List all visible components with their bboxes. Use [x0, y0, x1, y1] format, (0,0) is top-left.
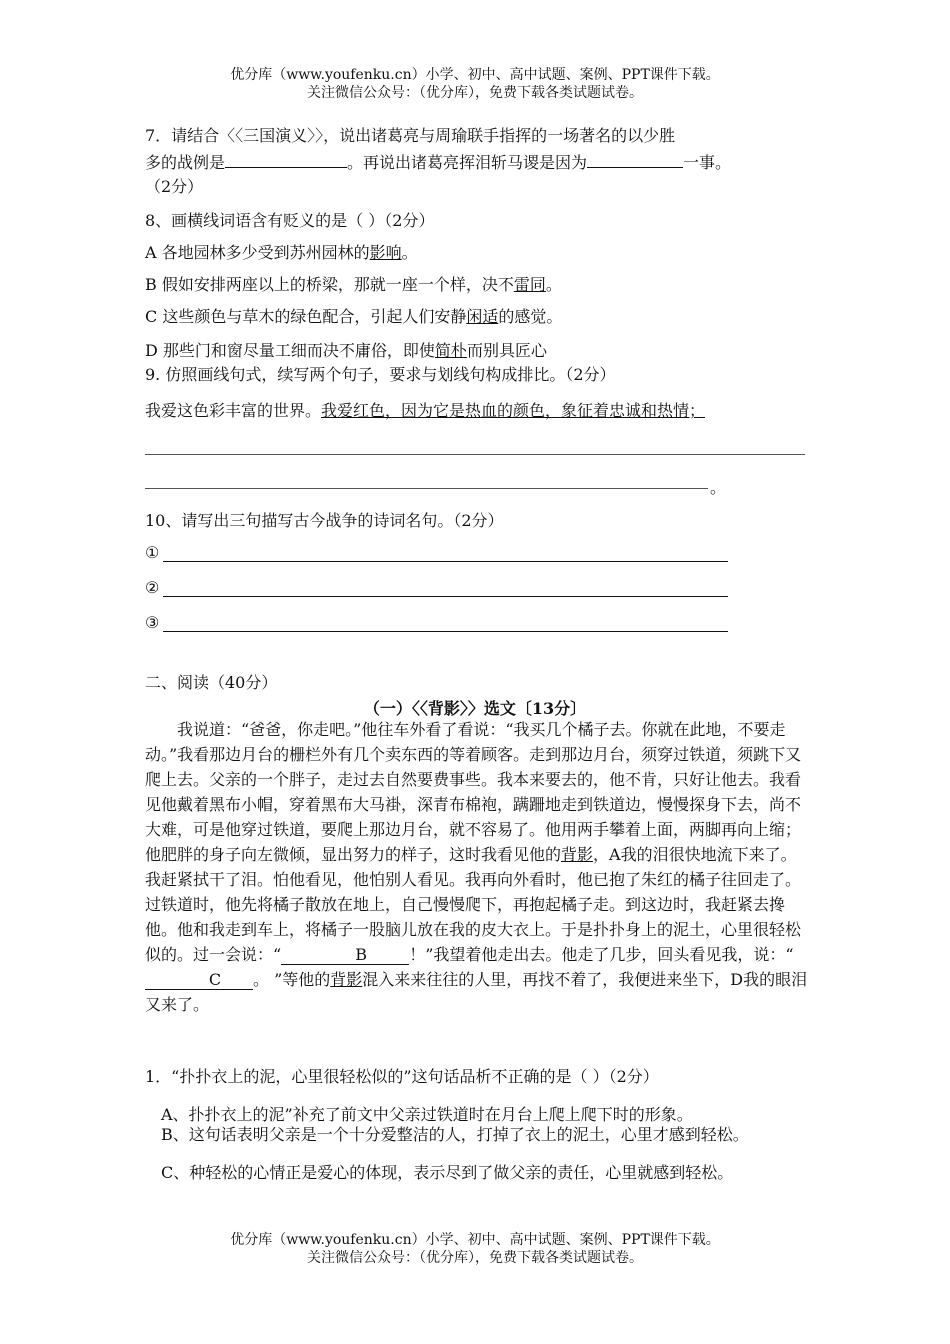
- q8-d-word: 简朴: [434, 341, 467, 360]
- q10-stem: 10、请写出三句描写古今战争的诗词名句。（2分）: [145, 511, 504, 530]
- q8-option-d: [145, 340, 547, 362]
- q9-end-mark: 。: [710, 478, 727, 497]
- question-1-stem: 1．“扑扑衣上的泥，心里很轻松似的”这句话品析不正确的是（ ）（2分）: [145, 1067, 659, 1086]
- q9-sentence-underlined: 我爱红色，因为它是热血的颜色，象征着忠诚和热情；: [321, 401, 706, 420]
- header-line-2: 关注微信公众号：（优分库），免费下载各类试题试卷。: [307, 85, 643, 101]
- q7-line-3: （2分）: [145, 177, 204, 196]
- q7-blank-2: [587, 151, 683, 168]
- q10-answer-2: [145, 578, 159, 597]
- q10-mark-1: ①: [145, 543, 160, 562]
- footer-line-1: 优分库（www.youfenku.cn）小学、初中、高中试题、案例、PPT课件下载。: [230, 1232, 720, 1248]
- q8-option-a: [145, 242, 418, 264]
- q7-text-a: 多的战例是: [145, 153, 226, 172]
- q8-a-post: 。: [401, 243, 418, 262]
- q7-text-c: 一事。: [683, 153, 732, 172]
- q7-line-1: 7．请结合〈〈三国演义〉〉，说出诸葛亮与周瑜联手指挥的一场著名的以少胜: [145, 126, 676, 145]
- passage-part-4: 。 ”等他的: [253, 970, 331, 989]
- q10-line-1: [163, 561, 728, 562]
- passage-part-5: 混入来来往往的人里，再找不着了，我便进来坐下，D我的眼泪又来了。: [145, 970, 808, 1014]
- q10-mark-3: ③: [145, 613, 160, 632]
- header-line-1: 优分库（www.youfenku.cn）小学、初中、高中试题、案例、PPT课件下载。: [230, 67, 720, 83]
- question-1-option-a: A、扑扑衣上的泥”补充了前文中父亲过铁道时在月台上爬上爬下时的形象。: [161, 1105, 693, 1124]
- q9-answer-line-2: [145, 488, 708, 489]
- passage-part-1: 我说道：“爸爸，你走吧。”他往车外看了看说：“我买几个橘子去。你就在此地，不要走动。”我看那边月台的栅栏外有几个卖东西的等着顾客。走到那边月台，须穿过铁道，须跳下又爬上去。父亲的一个胖子，走过去自然要费事些。我本来要去的，他不肯，只好让他去。我看见他戴着黑布小帽，穿着黑布大马褂，深青布棉袍，蹒跚地走到铁道边，慢慢探身下去，尚不大难，可是他穿过铁道，要爬上那边月台，就不容易了。他用两手攀着上面，两脚再向上缩；他肥胖的身子向左微倾，显出努力的样子，这时我看见他的: [145, 720, 802, 864]
- q10-line-2: [163, 596, 728, 597]
- q8-d-pre: D 那些门和窗尽量工细而决不庸俗，即使: [145, 341, 435, 360]
- q8-d-post: 而别具匠心: [466, 341, 547, 360]
- passage-blank-c: C: [145, 971, 253, 990]
- q10-answer-1: [145, 543, 159, 562]
- q8-c-post: 的感觉。: [498, 307, 563, 326]
- q7-blank-1: [225, 151, 347, 168]
- q10-answer-3: [145, 613, 159, 632]
- q10-line-3: [163, 631, 728, 632]
- q8-b-post: 。: [545, 275, 562, 294]
- q9-answer-line-1: [145, 454, 805, 455]
- q8-b-word: 雷同: [513, 275, 546, 294]
- q7-text-b: 。再说出诸葛亮挥泪斩马谡是因为: [347, 153, 588, 172]
- passage-blank-b: B: [281, 946, 409, 965]
- section-2-title: 二、阅读（40分）: [145, 673, 278, 692]
- footer-line-2: 关注微信公众号：（优分库），免费下载各类试题试卷。: [307, 1250, 643, 1266]
- passage-word-beiying-2: 背影: [330, 970, 363, 989]
- passage-word-beiying-1: 背影: [561, 845, 594, 864]
- q8-b-pre: B 假如安排两座以上的桥梁，那就一座一个样，决不: [145, 275, 514, 294]
- passage: [145, 717, 810, 1017]
- q9-stem: 9. 仿照画线句式，续写两个句子，要求与划线句构成排比。（2分）: [145, 365, 616, 384]
- q8-a-word: 影响: [369, 243, 402, 262]
- q8-option-c: [145, 306, 562, 328]
- question-1-option-c: C、种轻松的心情正是爱心的体现，表示尽到了做父亲的责任，心里就感到轻松。: [161, 1163, 734, 1182]
- q8-option-b: [145, 274, 562, 296]
- q8-a-pre: A 各地园林多少受到苏州园林的: [145, 243, 370, 262]
- question-1-option-b: B、这句话表明父亲是一个十分爱整洁的人，打掉了衣上的泥土，心里才感到轻松。: [161, 1125, 749, 1144]
- q8-c-pre: C 这些颜色与草木的绿色配合，引起人们安静: [145, 307, 467, 326]
- q8-c-word: 闲适: [466, 307, 499, 326]
- q8-stem: 8、画横线词语含有贬义的是（ ）（2分）: [145, 211, 435, 230]
- q10-mark-2: ②: [145, 578, 160, 597]
- q9-sentence-plain: 我爱这色彩丰富的世界。: [145, 401, 322, 420]
- q7-line-2: [145, 151, 731, 174]
- section-2-subtitle: （一）〈〈背影〉〉选文〔13分〕: [363, 699, 587, 718]
- q9-sentence: [145, 400, 705, 422]
- passage-part-2: ，A我的泪很快地流下来了。我赶紧拭干了泪。怕他看见，他怕别人看见。我再向外看时，他已抱了朱红的橘子往回走了。过铁道时，他先将橘子散放在地上，自己慢慢爬下，再抱起橘子走。到这边时，我赶紧去搀他。他和我走到车上，将橘子一股脑儿放在我的皮大衣上。于是扑扑身上的泥土，心里很轻松似的。过一会说：“: [145, 845, 802, 964]
- passage-part-3: ！”我望着他走出去。他走了几步，回头看见我，说：“: [409, 945, 794, 964]
